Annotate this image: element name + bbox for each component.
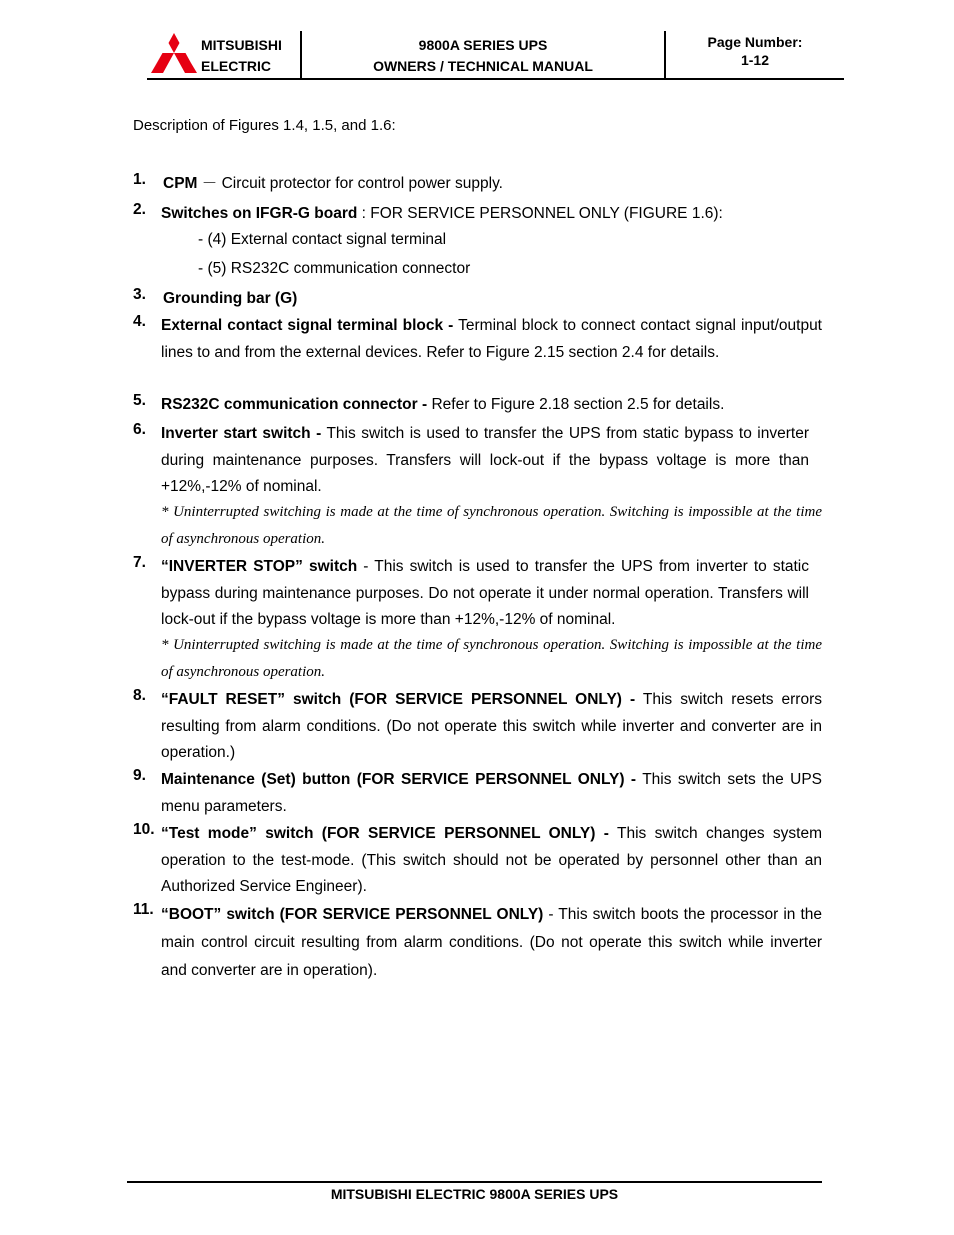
item-term: CPM [163, 175, 198, 192]
item-text: This switch changes system operation to the test-mode. (This switch should not be operated by personnel other than an Authorized Service Engineer). [161, 825, 823, 895]
item-text: － Circuit protector for control power supply. [197, 175, 503, 192]
item-term: Switches on IFGR-G board [161, 205, 358, 222]
item-number: 10. [133, 821, 155, 838]
page-footer: MITSUBISHI ELECTRIC 9800A SERIES UPS [330, 1186, 619, 1202]
brand-line1: MITSUBISHI [201, 37, 282, 53]
item-term: Maintenance (Set) button (FOR SERVICE PERSONNEL ONLY) - [161, 771, 637, 788]
item-number: 3. [133, 286, 146, 303]
item-text: : FOR SERVICE PERSONNEL ONLY (FIGURE 1.6): [357, 205, 723, 222]
item-number: 7. [133, 554, 146, 571]
header-rule [147, 78, 844, 80]
sub-item: - (4) External contact signal terminal [198, 231, 447, 248]
item-number: 2. [133, 201, 146, 218]
item-term: “FAULT RESET” switch (FOR SERVICE PERSONNEL ONLY) - [161, 691, 636, 708]
item-term: Inverter start switch - [161, 425, 322, 442]
page-number-value: 1-12 [740, 52, 770, 68]
brand-line2: ELECTRIC [201, 58, 271, 74]
intro-text: Description of Figures 1.4, 1.5, and 1.6: [133, 117, 396, 134]
italic-note: * Uninterrupted switching is made at the time of synchronous operation. Switching is impossible at the time of asynchronous operation. [161, 504, 822, 547]
item-number: 9. [133, 767, 146, 784]
item-term: “INVERTER STOP” switch [161, 558, 358, 575]
item-number: 8. [133, 687, 146, 704]
item-text: This switch is used to transfer the UPS from static bypass to inverter during maintenance purposes. Transfers will lock-out if the bypass voltage is more than +12%,-12% of nominal. [161, 425, 809, 495]
title-line2: OWNERS / TECHNICAL MANUAL [373, 58, 593, 74]
item-term: External contact signal terminal block - [161, 317, 454, 334]
item-term: Grounding bar (G) [163, 290, 298, 307]
item-term: RS232C communication connector - [161, 396, 428, 413]
item-text: - This switch boots the processor in the main control circuit resulting from alarm conditions. (Do not operate this switch while inverter and converter are in operation). [161, 906, 822, 979]
item-number: 11. [133, 901, 154, 918]
title-line1: 9800A SERIES UPS [418, 37, 548, 53]
item-text: Terminal block to connect contact signal input/output lines to and from the external devices. Refer to Figure 2.15 section 2.4 for details. [161, 317, 822, 361]
italic-note: * Uninterrupted switching is made at the time of synchronous operation. Switching is impossible at the time of asynchronous operation. [161, 637, 822, 680]
item-text: - This switch is used to transfer the UPS from inverter to static bypass during maintenance purposes. Do not operate it under normal operation. Transfers will lock-out if the bypass voltage is more than +12%,-12% of nominal. [161, 558, 809, 628]
item-number: 1. [133, 171, 146, 188]
item-text: Refer to Figure 2.18 section 2.5 for details. [427, 396, 725, 413]
mitsubishi-logo-icon [151, 33, 197, 73]
brand-name [201, 35, 282, 77]
item-number: 4. [133, 313, 146, 330]
page-number [666, 33, 844, 69]
item-term: “Test mode” switch (FOR SERVICE PERSONNEL ONLY) - [161, 825, 609, 842]
item-number: 6. [133, 421, 146, 438]
item-term: “BOOT” switch (FOR SERVICE PERSONNEL ONLY) [161, 906, 544, 923]
item-text: This switch sets the UPS menu parameters. [161, 771, 822, 815]
item-text: This switch resets errors resulting from alarm conditions. (Do not operate this switch while inverter and converter are in operation.) [161, 691, 823, 761]
document-title [302, 35, 664, 77]
sub-item: - (5) RS232C communication connector [198, 260, 471, 277]
footer-rule [127, 1181, 822, 1183]
page-number-label: Page Number: [707, 34, 803, 50]
item-number: 5. [133, 392, 146, 409]
